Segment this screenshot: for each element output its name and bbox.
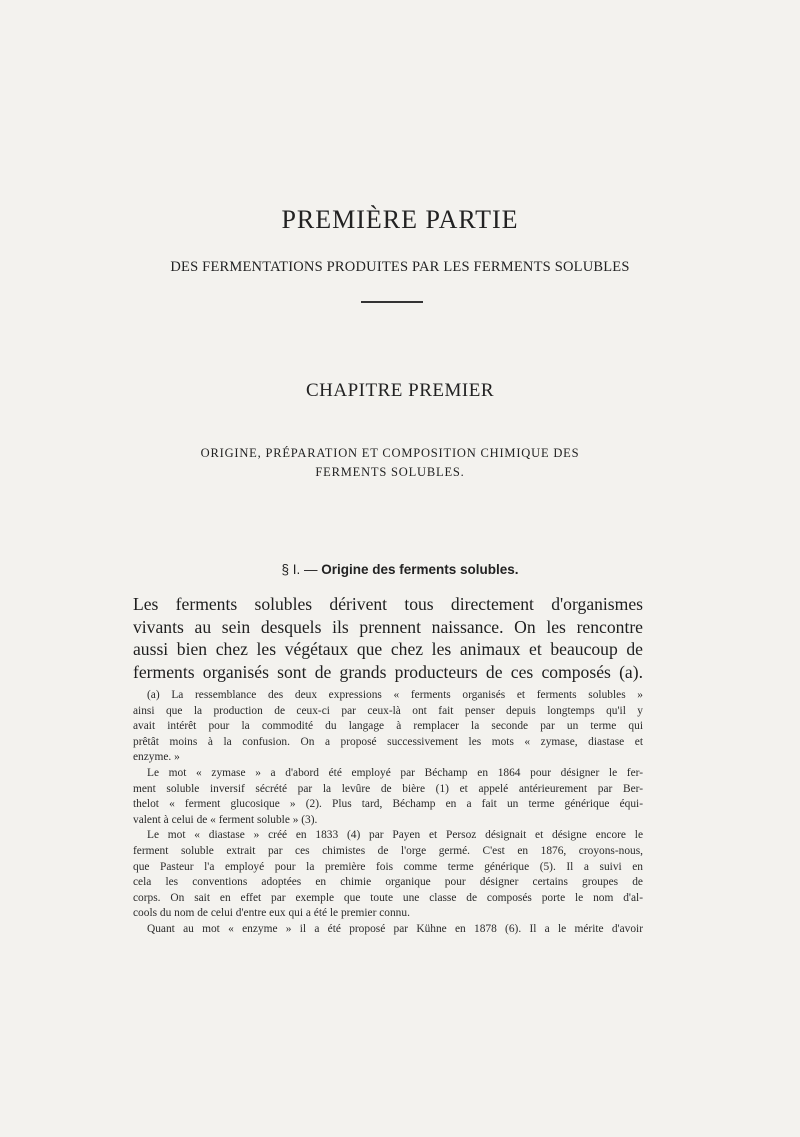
body-line: aussi bien chez les végétaux que chez les animaux et beaucoup de [133,639,643,659]
part-title: PREMIÈRE PARTIE [281,205,519,234]
note-line: prêtât moins à la confusion. On a proposé successivement les mots « zymase, diastase et [133,735,643,748]
chapter-subtitle [150,444,630,482]
separator-rule [361,301,423,303]
chapter-subtitle-line: FERMENTS SOLUBLES. [315,465,465,479]
note-line: (a) La ressemblance des deux expressions « ferments organisés et ferments solubles » [147,689,643,701]
body-line: vivants au sein desquels ils prennent naissance. On les rencontre [133,616,643,637]
note-line: ferment soluble extrait par ces chimistes de l'orge germé. C'est en 1876, croyons-nous, [133,844,643,857]
body-line: Les ferments solubles dérivent tous directement d'organismes [133,594,643,614]
body-line: ferments organisés sont de grands producteurs de ces composés (a). [133,661,643,682]
note-line: Le mot « zymase » a d'abord été employé par Béchamp en 1864 pour désigner le fer- [147,766,643,779]
note-line: thelot « ferment glucosique » (2). Plus tard, Béchamp en a fait un terme générique équi- [133,798,643,811]
note-line: Quant au mot « enzyme » il a été proposé par Kühne en 1878 (6). Il a le mérite d'avoir [147,922,643,935]
section-heading [0,562,800,577]
note-line: Le mot « diastase » créé en 1833 (4) par Payen et Persoz désignait et désigne encore le [147,829,643,842]
chapter-subtitle-line: ORIGINE, PRÉPARATION ET COMPOSITION CHIMIQUE DES [200,446,580,460]
note-line: ment soluble inversif sécrété par la levûre de bière (1) et appelé antérieurement par Ber- [133,782,643,795]
chapter-title: CHAPITRE PREMIER [306,380,494,401]
section-name: Origine des ferments solubles. [321,562,519,577]
section-prefix: § I. — [281,562,322,577]
part-subtitle: DES FERMENTATIONS PRODUITES PAR LES FERMENTS SOLUBLES [170,259,630,275]
note-line: cools du nom de celui d'entre eux qui a été le premier connu. [133,907,410,920]
note-line: enzyme. » [133,751,180,764]
note-line: cela les conventions adoptées en chimie organique pour désigner certains groupes de [133,876,643,889]
body-paragraph [133,593,643,683]
note-line: avait intérêt pour la commodité du langage à remplacer la seconde par un terme qui [133,720,643,733]
footnotes [133,688,643,938]
note-line: corps. On sait en effet par exemple que toute une classe de composés porte le nom d'al- [133,891,643,904]
note-line: que Pasteur l'a employé pour la première fois comme terme générique (5). Il a suivi en [133,860,643,873]
note-line: valent à celui de « ferment soluble » (3). [133,813,318,826]
note-line: ainsi que la production de ceux-ci par ceux-là ont fait penser depuis longtemps qu'il y [133,704,643,717]
